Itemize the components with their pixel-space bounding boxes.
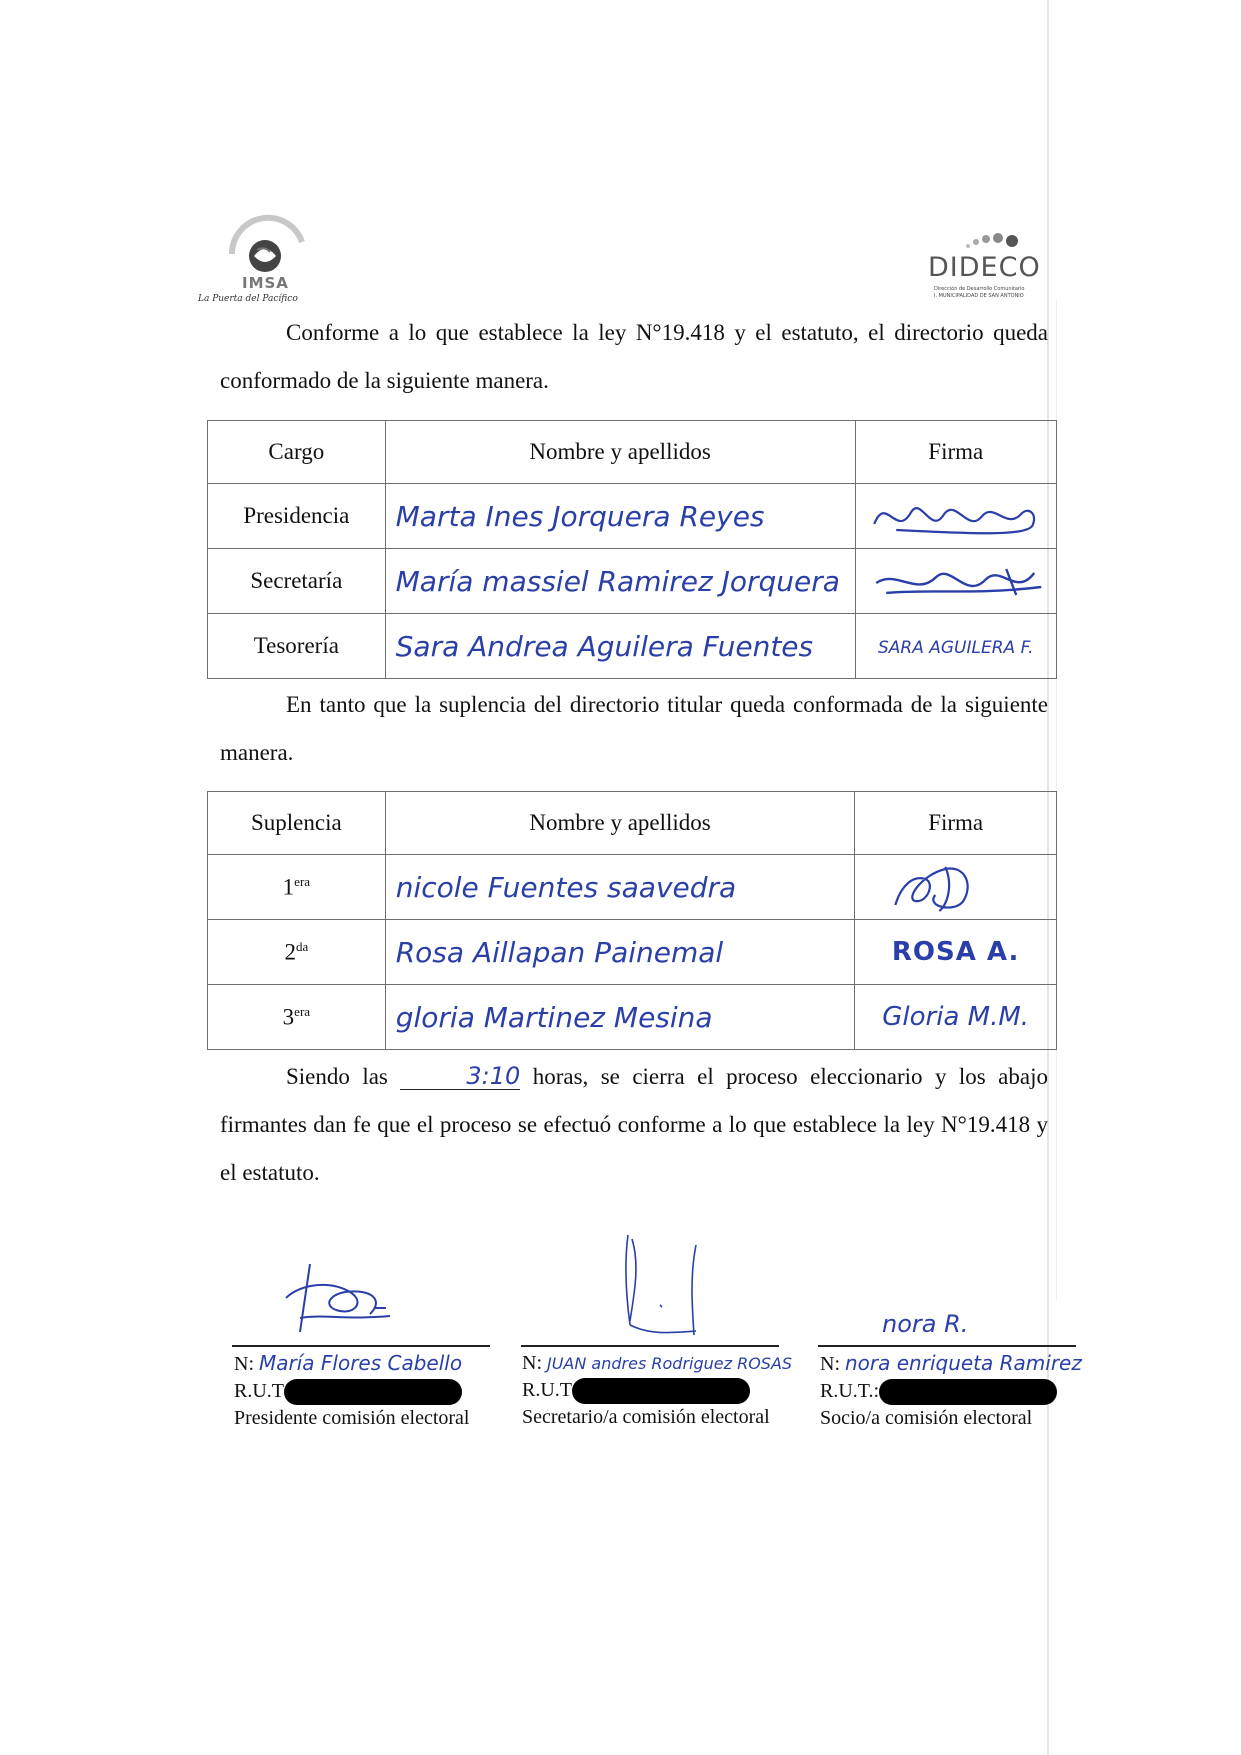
ordinal-number: 1: [282, 874, 295, 900]
redaction-bar: [572, 1378, 750, 1404]
signature-member: nora R.: [882, 1310, 969, 1338]
rut-line: [234, 1378, 469, 1405]
table-row: [208, 920, 1057, 985]
imsa-acronym: IMSA: [242, 274, 289, 292]
suplencia-table: [207, 791, 1057, 1050]
signature-line-secretary: [521, 1345, 779, 1347]
handwritten-name: nicole Fuentes saavedra: [395, 870, 737, 904]
ordinal-suffix: era: [294, 873, 311, 889]
table-row: [208, 614, 1057, 679]
dideco-brand: DIDECO: [928, 252, 1041, 283]
name-cell: [385, 614, 855, 679]
intro-text: Conforme a lo que establece la ley N°19.418 y el estatuto, el directorio queda conformado de la siguiente manera.: [220, 320, 1048, 393]
table-row: [208, 549, 1057, 614]
role-label: Presidente comisión electoral: [234, 1407, 470, 1430]
cargo-cell: Tesorería: [208, 614, 386, 679]
table-header-row: [208, 421, 1057, 484]
rut-label: R.U.T: [522, 1379, 572, 1401]
table-row: [208, 985, 1057, 1050]
closing-suffix: horas, se cierra el proceso eleccionario y los abajo firmantes dan fe que el proceso se efectuó conforme a lo que establece la ley N°19.418 y el estatuto.: [220, 1064, 1048, 1185]
suplencia-number-cell: [208, 920, 386, 985]
handwritten-name: Marta Ines Jorquera Reyes: [395, 499, 765, 533]
handwritten-time: 3:10: [466, 1062, 521, 1090]
header-nombre: Nombre y apellidos: [385, 421, 855, 484]
rut-line: [522, 1377, 792, 1404]
signature-president: [270, 1258, 400, 1338]
signature-line-member: [818, 1345, 1076, 1347]
signature-cell: [855, 614, 1056, 679]
dideco-line1: Dirección de Desarrollo Comunitario: [934, 286, 1025, 292]
signature-cell: [855, 920, 1057, 985]
signature-secretary: [600, 1225, 710, 1345]
suplencia-text: En tanto que la suplencia del directorio titular queda conformada de la siguiente manera.: [220, 692, 1048, 765]
header-suplencia: Suplencia: [208, 792, 386, 855]
signature-cell: [855, 855, 1057, 920]
ordinal-number: 2: [284, 939, 296, 965]
header-firma: Firma: [855, 421, 1056, 484]
handwritten-name: JUAN andres Rodriguez ROSAS: [547, 1354, 793, 1373]
table-header-row: [208, 792, 1057, 855]
table-row: [208, 855, 1057, 920]
signature-block-secretary: [522, 1350, 792, 1431]
name-line: [522, 1350, 792, 1377]
handwritten-signature: SARA AGUILERA F.: [877, 638, 1034, 658]
name-cell: [385, 549, 855, 614]
dideco-line2: I. MUNICIPALIDAD DE SAN ANTONIO: [934, 293, 1024, 299]
signature-cell: [855, 484, 1056, 549]
header-nombre: Nombre y apellidos: [385, 792, 855, 855]
role-label: Socio/a comisión electoral: [820, 1407, 1033, 1430]
suplencia-paragraph: [220, 681, 1048, 777]
n-label: N:: [234, 1353, 254, 1375]
table-row: [208, 484, 1057, 549]
redaction-bar: [284, 1379, 462, 1405]
rut-line: [820, 1378, 1082, 1405]
name-line: [234, 1350, 469, 1378]
intro-paragraph: [220, 309, 1048, 405]
handwritten-signature: [856, 549, 1056, 613]
dots-icon: [962, 230, 1042, 252]
signature-line-president: [232, 1345, 490, 1347]
rut-label: R.U.T: [234, 1380, 284, 1402]
ordinal-number: 3: [282, 1004, 295, 1030]
suplencia-number-cell: [208, 855, 386, 920]
name-cell: [385, 484, 855, 549]
n-label: N:: [820, 1353, 840, 1375]
handwritten-signature: ROSA A.: [891, 937, 1020, 967]
rut-label: R.U.T.:: [820, 1380, 880, 1402]
cargo-cell: Presidencia: [208, 484, 386, 549]
ordinal-suffix: era: [294, 1003, 311, 1019]
imsa-logo: [198, 212, 330, 312]
signature-block-member: [820, 1350, 1082, 1432]
name-cell: [385, 855, 855, 920]
handwritten-name: Rosa Aillapan Painemal: [395, 935, 724, 969]
signature-cell: [855, 985, 1057, 1050]
redaction-bar: [879, 1379, 1057, 1405]
signature-cell: [855, 549, 1056, 614]
signature-block-president: [234, 1350, 469, 1432]
handwritten-signature: [856, 484, 1056, 548]
closing-prefix: Siendo las: [286, 1064, 388, 1089]
time-field: [400, 1064, 520, 1090]
imsa-tagline: La Puerta del Pacífico: [198, 294, 298, 304]
role-label: Secretario/a comisión electoral: [522, 1406, 770, 1429]
handwritten-name: nora enriqueta Ramirez: [845, 1351, 1082, 1375]
handwritten-signature: [855, 855, 1056, 919]
name-cell: [385, 920, 855, 985]
closing-paragraph: [220, 1053, 1048, 1197]
directorio-table: [207, 420, 1057, 679]
n-label: N:: [522, 1352, 542, 1374]
suplencia-number-cell: [208, 985, 386, 1050]
name-cell: [385, 985, 855, 1050]
name-line: [820, 1350, 1082, 1378]
header-firma: Firma: [855, 792, 1057, 855]
handwritten-name: Sara Andrea Aguilera Fuentes: [395, 629, 814, 663]
cargo-cell: Secretaría: [208, 549, 386, 614]
handwritten-name: María Flores Cabello: [259, 1351, 463, 1375]
handwritten-signature: Gloria M.M.: [882, 1002, 1030, 1032]
dideco-logo: [928, 230, 1048, 304]
header-cargo: Cargo: [208, 421, 386, 484]
handwritten-name: gloria Martinez Mesina: [395, 1000, 713, 1034]
handwritten-name: María massiel Ramirez Jorquera: [395, 564, 840, 598]
ordinal-suffix: da: [295, 938, 309, 954]
